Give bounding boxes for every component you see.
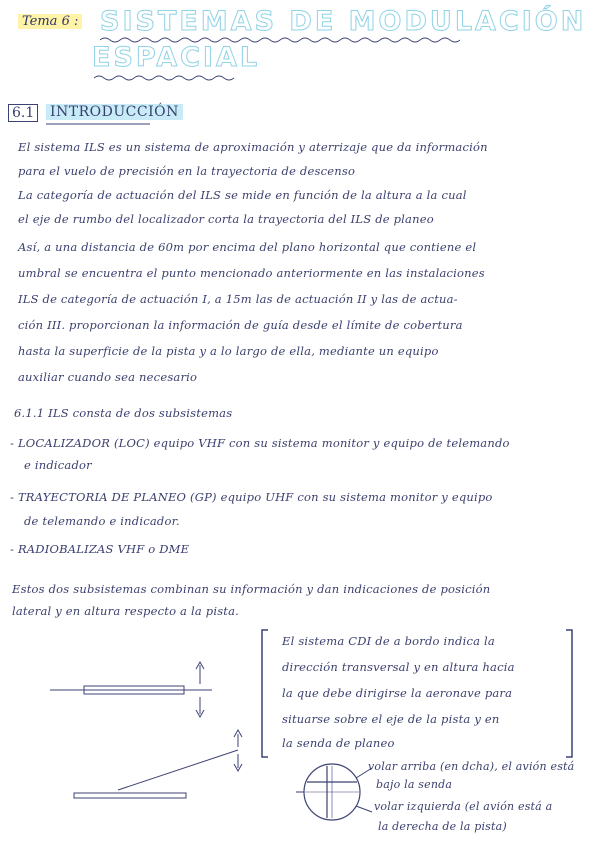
title-squiggle-2 (94, 76, 234, 80)
combination-line: Estos dos subsistemas combinan su información y dan indicaciones de posición (12, 582, 491, 596)
combination-line: lateral y en altura respecto a la pista. (12, 604, 240, 618)
gp-runway-bar (74, 793, 186, 798)
cdi-note-line: la que debe dirigirse la aeronave para (282, 686, 513, 700)
intro-line: El sistema ILS es un sistema de aproximación y aterrizaje que da información (18, 140, 488, 154)
intro-line: Así, a una distancia de 60m por encima del plano horizontal que contiene el (18, 240, 477, 254)
title-squiggle-1 (100, 38, 460, 42)
instrument-note: volar izquierda (el avión está a (374, 800, 553, 813)
intro-line: umbral se encuentra el punto mencionado anteriormente en las instalaciones (18, 266, 485, 280)
instrument-note: bajo la senda (376, 778, 453, 791)
subsystem-item: - LOCALIZADOR (LOC) equipo VHF con su sistema monitor y equipo de telemando (10, 436, 510, 450)
subsystem-item: - TRAYECTORIA DE PLANEO (GP) equipo UHF con su sistema monitor y equipo (10, 490, 493, 504)
intro-line: hasta la superficie de la pista y a lo largo de ella, mediante un equipo (18, 344, 439, 358)
subsystem-item: - RADIOBALIZAS VHF o DME (10, 542, 190, 556)
instrument-note: volar arriba (en dcha), el avión está (368, 760, 575, 773)
intro-line: La categoría de actuación del ILS se mide en función de la altura a la cual (18, 188, 467, 202)
section-number: 6.1 (8, 104, 38, 122)
cdi-note-bracket-right (566, 630, 572, 757)
topic-label: Tema 6 : (18, 14, 82, 29)
cdi-note-line: situarse sobre el eje de la pista y en (282, 712, 500, 726)
cdi-note-line: la senda de planeo (282, 736, 395, 750)
cdi-note-bracket-left (262, 630, 268, 757)
intro-line: para el vuelo de precisión en la trayectoria de descenso (18, 164, 356, 178)
subsection-heading: 6.1.1 ILS consta de dos subsistemas (14, 406, 233, 420)
subsystem-item: e indicador (24, 458, 92, 472)
cdi-note-line: El sistema CDI de a bordo indica la (282, 634, 495, 648)
page-title-line-1: SISTEMAS DE MODULACIÓN (100, 6, 587, 37)
intro-line: auxiliar cuando sea necesario (18, 370, 198, 384)
cdi-note-line: dirección transversal y en altura hacia (282, 660, 515, 674)
gp-glide-line (118, 750, 238, 790)
section-title: INTRODUCCIÓN (46, 104, 183, 120)
intro-line: ILS de categoría de actuación I, a 15m las de actuación II y las de actua- (18, 292, 458, 306)
page-title-line-2: ESPACIAL (92, 42, 261, 73)
intro-line: ción III. proporcionan la información de guía desde el límite de cobertura (18, 318, 463, 332)
cdi-pointer-2 (356, 806, 372, 812)
instrument-note: la derecha de la pista) (378, 820, 507, 833)
subsystem-item: de telemando e indicador. (24, 514, 180, 528)
intro-line: el eje de rumbo del localizador corta la trayectoria del ILS de planeo (18, 212, 434, 226)
